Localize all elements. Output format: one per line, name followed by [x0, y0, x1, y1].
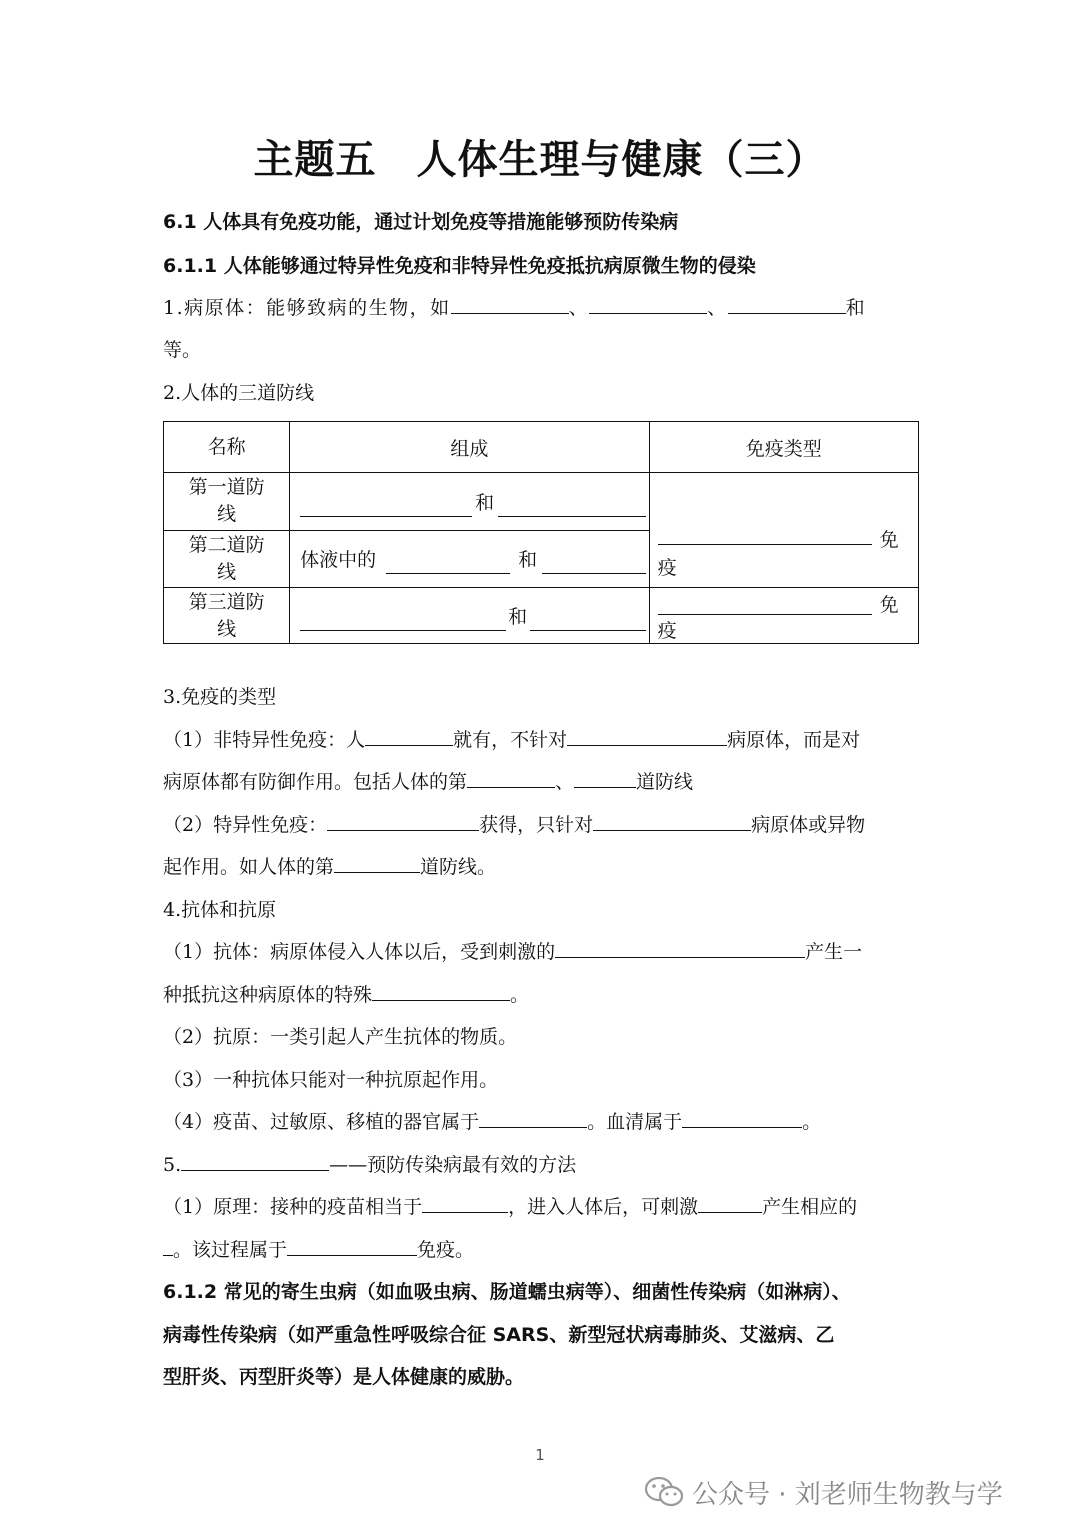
q3-p1-a: （1）非特异性免疫：人	[163, 729, 366, 751]
table-header-composition: 组成	[290, 422, 649, 473]
q1-line-1	[163, 293, 866, 323]
imm3-b: 疫	[657, 620, 677, 642]
wechat-icon	[644, 1475, 684, 1509]
q3-p2-e: 道防线。	[420, 856, 497, 878]
q3-p2-b: 获得，只针对	[479, 814, 594, 836]
blank	[451, 293, 569, 314]
blank	[593, 810, 751, 831]
row3-he: 和	[508, 606, 528, 628]
row2-name-b: 线	[217, 560, 237, 583]
blank	[327, 810, 479, 831]
row2-name	[164, 530, 290, 588]
q1-he: 和	[845, 297, 867, 319]
q3-p2-line-1	[163, 810, 865, 840]
q1-line-2: 等。	[163, 339, 202, 361]
row3-immunity	[649, 588, 918, 644]
q5-b: ——预防传染病最有效的方法	[329, 1154, 577, 1176]
imm12-a: 免	[879, 529, 899, 551]
table-row	[164, 473, 919, 531]
q5-p1-line-2	[163, 1235, 474, 1265]
q3-p1-f: 道防线	[636, 771, 694, 793]
q4-p4	[163, 1107, 821, 1137]
q4-p1-line-1	[163, 937, 862, 967]
row12-immunity	[649, 473, 918, 588]
q4-p4-a: （4）疫苗、过敏原、移植的器官属于	[163, 1111, 480, 1133]
row3-name-b: 线	[217, 617, 237, 640]
row1-name-b: 线	[217, 503, 237, 526]
q5-p1-a: （1）原理：接种的疫苗相当于	[163, 1196, 423, 1218]
blank	[372, 980, 510, 1001]
blank	[682, 1107, 802, 1128]
q4-p4-b: 。血清属于	[587, 1111, 683, 1133]
q4-p2: （2）抗原：一类引起人产生抗体的物质。	[163, 1026, 518, 1048]
blank	[698, 1192, 762, 1213]
row2-name-a: 第二道防	[188, 533, 265, 556]
row1-composition	[290, 473, 649, 531]
q4-heading: 4.抗体和抗原	[163, 899, 277, 921]
blank	[498, 516, 646, 517]
q3-p1-e: 、	[555, 771, 575, 793]
imm12-b: 疫	[657, 557, 677, 579]
section-6-1-1: 6.1.1 人体能够通过特异性免疫和非特异性免疫抵抗病原微生物的侵染	[163, 255, 756, 277]
row2-composition	[290, 530, 649, 588]
row2-prefix: 体液中的	[300, 549, 377, 572]
blank	[479, 1107, 587, 1128]
q4-p3: （3）一种抗体只能对一种抗原起作用。	[163, 1069, 499, 1091]
blank	[555, 937, 805, 958]
watermark	[644, 1470, 1003, 1514]
table-header-immunity-type: 免疫类型	[649, 422, 918, 473]
blank	[422, 1192, 508, 1213]
blank	[163, 1235, 173, 1256]
q3-p2-c: 病原体或异物	[751, 814, 866, 836]
q5-p1-e: 免疫。	[417, 1239, 475, 1261]
q1-prefix: 1.病原体：能够致病的生物，如	[163, 297, 451, 319]
q5-p1-c: 产生相应的	[762, 1196, 858, 1218]
q3-p1-line-2	[163, 767, 693, 797]
page-number: 1	[535, 1446, 545, 1464]
page-title	[0, 128, 1080, 185]
q3-p1-b: 就有，不针对	[453, 729, 568, 751]
q3-heading: 3.免疫的类型	[163, 686, 277, 708]
q5-heading	[163, 1150, 576, 1180]
row2-he: 和	[518, 549, 538, 572]
blank	[658, 614, 872, 615]
row1-name-a: 第一道防	[188, 476, 265, 499]
q3-p1-d: 病原体都有防御作用。包括人体的第	[163, 771, 468, 793]
table-header-name: 名称	[164, 422, 290, 473]
watermark-text: 公众号 · 刘老师生物教与学	[692, 1479, 1003, 1510]
q5-p1-d: 。该过程属于	[173, 1239, 288, 1261]
blank	[728, 293, 846, 314]
row3-name	[164, 588, 290, 644]
section-6-1-2-line-1: 6.1.2 常见的寄生虫病（如血吸虫病、肠道蠕虫病等）、细菌性传染病（如淋病）、	[163, 1281, 851, 1303]
q3-p2-d: 起作用。如人体的第	[163, 856, 335, 878]
q3-p1-line-1	[163, 725, 860, 755]
q2-heading: 2.人体的三道防线	[163, 382, 315, 404]
q4-p1-c: 种抵抗这种病原体的特殊	[163, 984, 373, 1006]
title-part-1: 主题五	[253, 137, 377, 183]
blank	[365, 725, 453, 746]
row3-composition	[290, 588, 649, 644]
q5-a: 5.	[163, 1154, 182, 1176]
blank	[386, 573, 510, 574]
imm3-a: 免	[879, 594, 899, 616]
blank	[658, 544, 872, 545]
title-part-2: 人体生理与健康（三）	[416, 137, 827, 183]
blank	[287, 1235, 417, 1256]
row1-name	[164, 473, 290, 531]
q4-p1-a: （1）抗体：病原体侵入人体以后，受到刺激的	[163, 941, 556, 963]
defense-table	[163, 421, 919, 644]
q5-p1-line-1	[163, 1192, 857, 1222]
blank	[467, 767, 555, 788]
blank	[334, 852, 420, 873]
q3-p2-a: （2）特异性免疫：	[163, 814, 328, 836]
q4-p1-b: 产生一	[805, 941, 863, 963]
section-6-1: 6.1 人体具有免疫功能，通过计划免疫等措施能够预防传染病	[163, 211, 679, 233]
q3-p2-line-2	[163, 852, 496, 882]
blank	[574, 767, 636, 788]
blank	[300, 630, 506, 631]
blank	[542, 573, 646, 574]
section-6-1-2-line-3: 型肝炎、丙型肝炎等）是人体健康的威胁。	[163, 1366, 525, 1388]
blank	[589, 293, 707, 314]
q4-p1-line-2	[163, 980, 529, 1010]
q5-p1-b: ，进入人体后，可刺激	[508, 1196, 699, 1218]
row1-he: 和	[475, 491, 495, 514]
blank	[181, 1150, 329, 1171]
q1-sep: 、	[707, 297, 728, 319]
q4-p4-c: 。	[802, 1111, 822, 1133]
q4-p1-d: 。	[510, 984, 530, 1006]
table-row	[164, 588, 919, 644]
table-header-row	[164, 422, 919, 473]
blank	[530, 630, 646, 631]
blank	[567, 725, 727, 746]
section-6-1-2-line-2: 病毒性传染病（如严重急性呼吸综合征 SARS、新型冠状病毒肺炎、艾滋病、乙	[163, 1324, 835, 1346]
q1-sep: 、	[568, 297, 590, 319]
q3-p1-c: 病原体，而是对	[727, 729, 861, 751]
blank	[300, 516, 472, 517]
row3-name-a: 第三道防	[188, 590, 265, 613]
